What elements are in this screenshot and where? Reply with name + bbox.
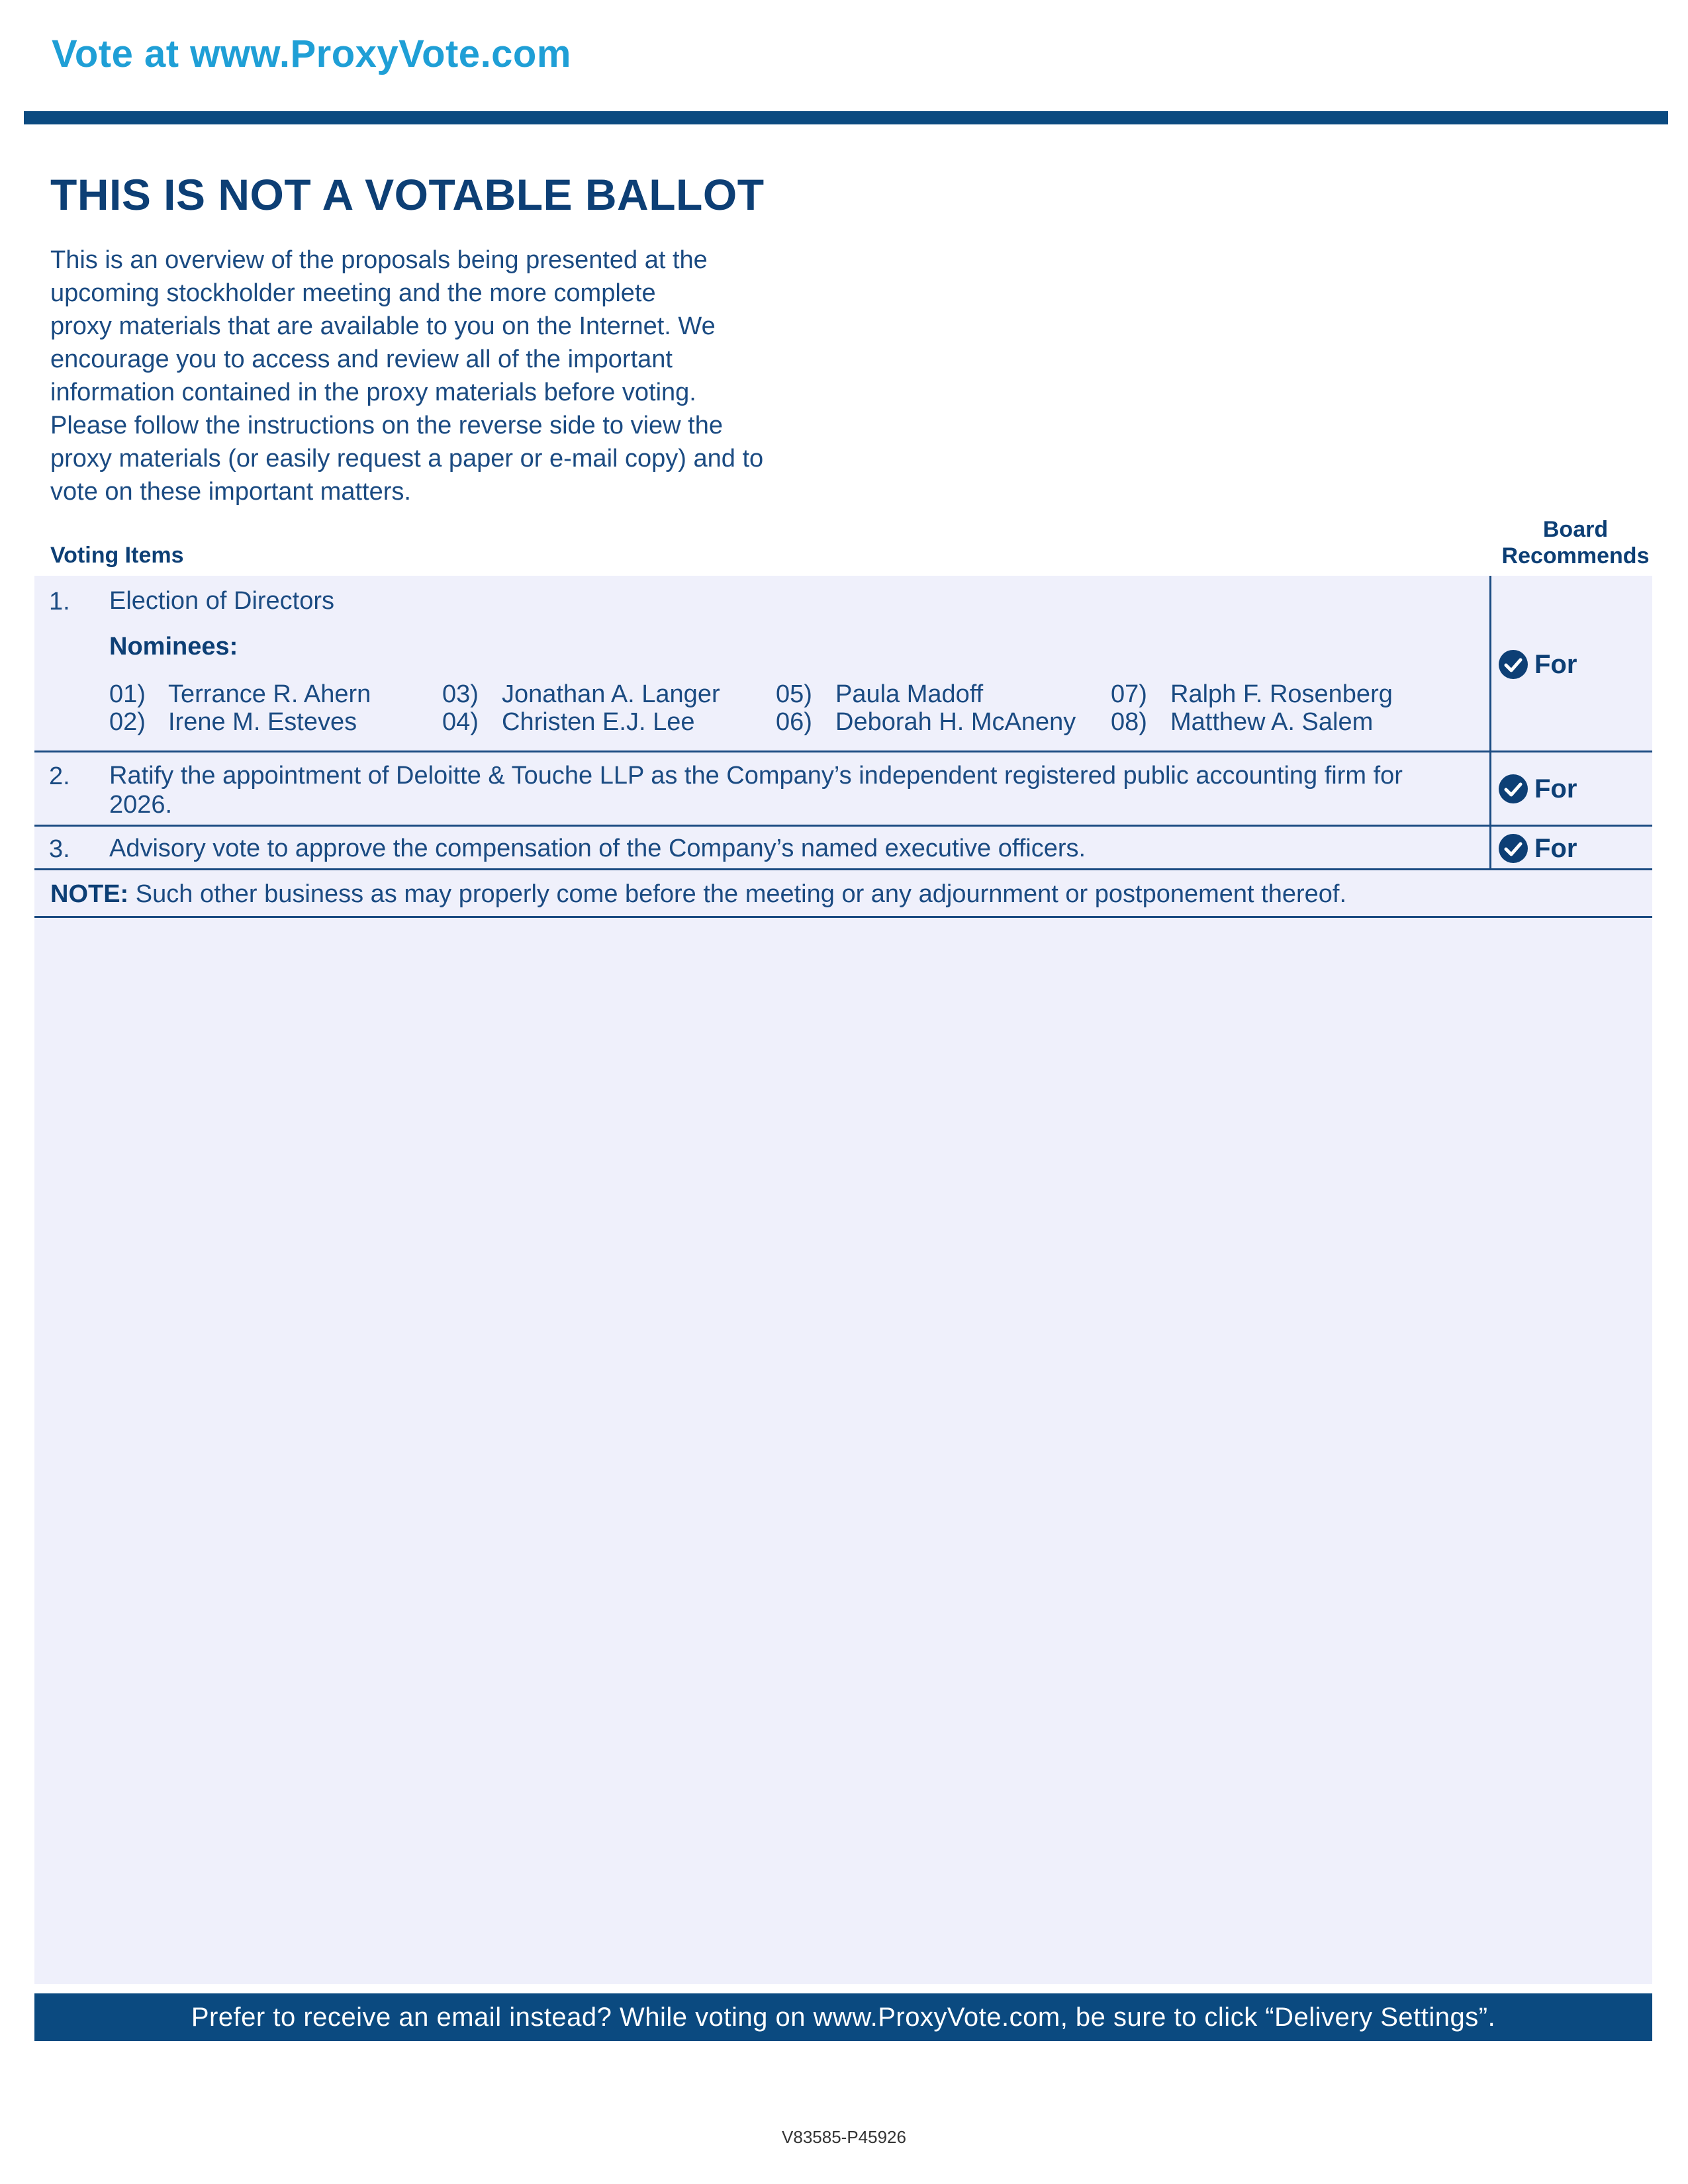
nominee-code: 03) (442, 680, 479, 708)
intro-line: proxy materials (or easily request a paper or e-mail copy) and to (50, 445, 764, 473)
board-recommends-header (1476, 516, 1675, 569)
check-circle-icon (1497, 649, 1529, 680)
row-divider (34, 825, 1652, 827)
note (50, 880, 1346, 909)
nominee-name: Deborah H. McAneny (835, 708, 1076, 736)
intro-line: Please follow the instructions on the reverse side to view the (50, 412, 723, 439)
delivery-settings-banner (34, 1993, 1652, 2041)
nominee-code: 07) (1111, 680, 1147, 708)
nominee-code: 01) (109, 680, 146, 708)
item-text-line: Ratify the appointment of Deloitte & Touche LLP as the Company’s independent registered public accounting firm for (109, 762, 1403, 790)
nominee-name: Matthew A. Salem (1170, 708, 1374, 736)
intro-line: information contained in the proxy materials before voting. (50, 379, 696, 406)
check-circle-icon (1497, 833, 1529, 864)
board-header-line: Board (1542, 517, 1609, 542)
recommendation-label: For (1534, 833, 1577, 863)
intro-line: This is an overview of the proposals being presented at the (50, 246, 708, 274)
recommendation-for (1497, 649, 1577, 680)
nominee-name: Paula Madoff (835, 680, 984, 708)
nominee-code: 08) (1111, 708, 1147, 736)
nominee-name: Christen E.J. Lee (502, 708, 695, 736)
row-divider (34, 916, 1652, 918)
item-text: Advisory vote to approve the compensation of the Company’s named executive officers. (109, 835, 1086, 862)
recommendation-for (1497, 833, 1577, 864)
nominee-name: Terrance R. Ahern (168, 680, 371, 708)
document-code: V83585-P45926 (782, 2127, 906, 2147)
item-number: 2. (49, 762, 70, 790)
item-number: 3. (49, 835, 70, 863)
nominee-name: Jonathan A. Langer (502, 680, 720, 708)
board-header-line: Recommends (1501, 543, 1650, 569)
voting-items-header: Voting Items (50, 543, 184, 568)
nominee-code: 05) (776, 680, 812, 708)
item-number: 1. (49, 588, 70, 615)
nominee-code: 06) (776, 708, 812, 736)
nominee-name: Irene M. Esteves (168, 708, 357, 736)
banner-text: Prefer to receive an email instead? While voting on www.ProxyVote.com, be sure to click “Delivery Settings”. (191, 2002, 1496, 2032)
row-divider (34, 751, 1652, 752)
item-text (109, 761, 1486, 819)
intro-line: vote on these important matters. (50, 478, 411, 506)
intro-line: proxy materials that are available to you on the Internet. We (50, 312, 716, 340)
item-text-line: 2026. (109, 791, 173, 819)
note-text: Such other business as may properly come before the meeting or any adjournment or postponement thereof. (128, 880, 1347, 908)
recommendation-for (1497, 773, 1577, 805)
nominee-code: 04) (442, 708, 479, 736)
page-title: THIS IS NOT A VOTABLE BALLOT (50, 170, 765, 219)
recommendation-label: For (1534, 774, 1577, 803)
row-divider (34, 868, 1652, 870)
intro-line: upcoming stockholder meeting and the more complete (50, 279, 656, 307)
nominee-code: 02) (109, 708, 146, 736)
nominee-name: Ralph F. Rosenberg (1170, 680, 1393, 708)
intro-line: encourage you to access and review all of the important (50, 345, 673, 373)
nominees-label: Nominees: (109, 633, 238, 660)
intro-paragraph (50, 244, 818, 508)
item-text: Election of Directors (109, 587, 335, 615)
recommendation-label: For (1534, 649, 1577, 679)
note-label: NOTE: (50, 880, 129, 908)
proxyvote-link[interactable]: Vote at www.ProxyVote.com (52, 32, 571, 75)
header-rule (24, 111, 1668, 124)
check-circle-icon (1497, 773, 1529, 805)
